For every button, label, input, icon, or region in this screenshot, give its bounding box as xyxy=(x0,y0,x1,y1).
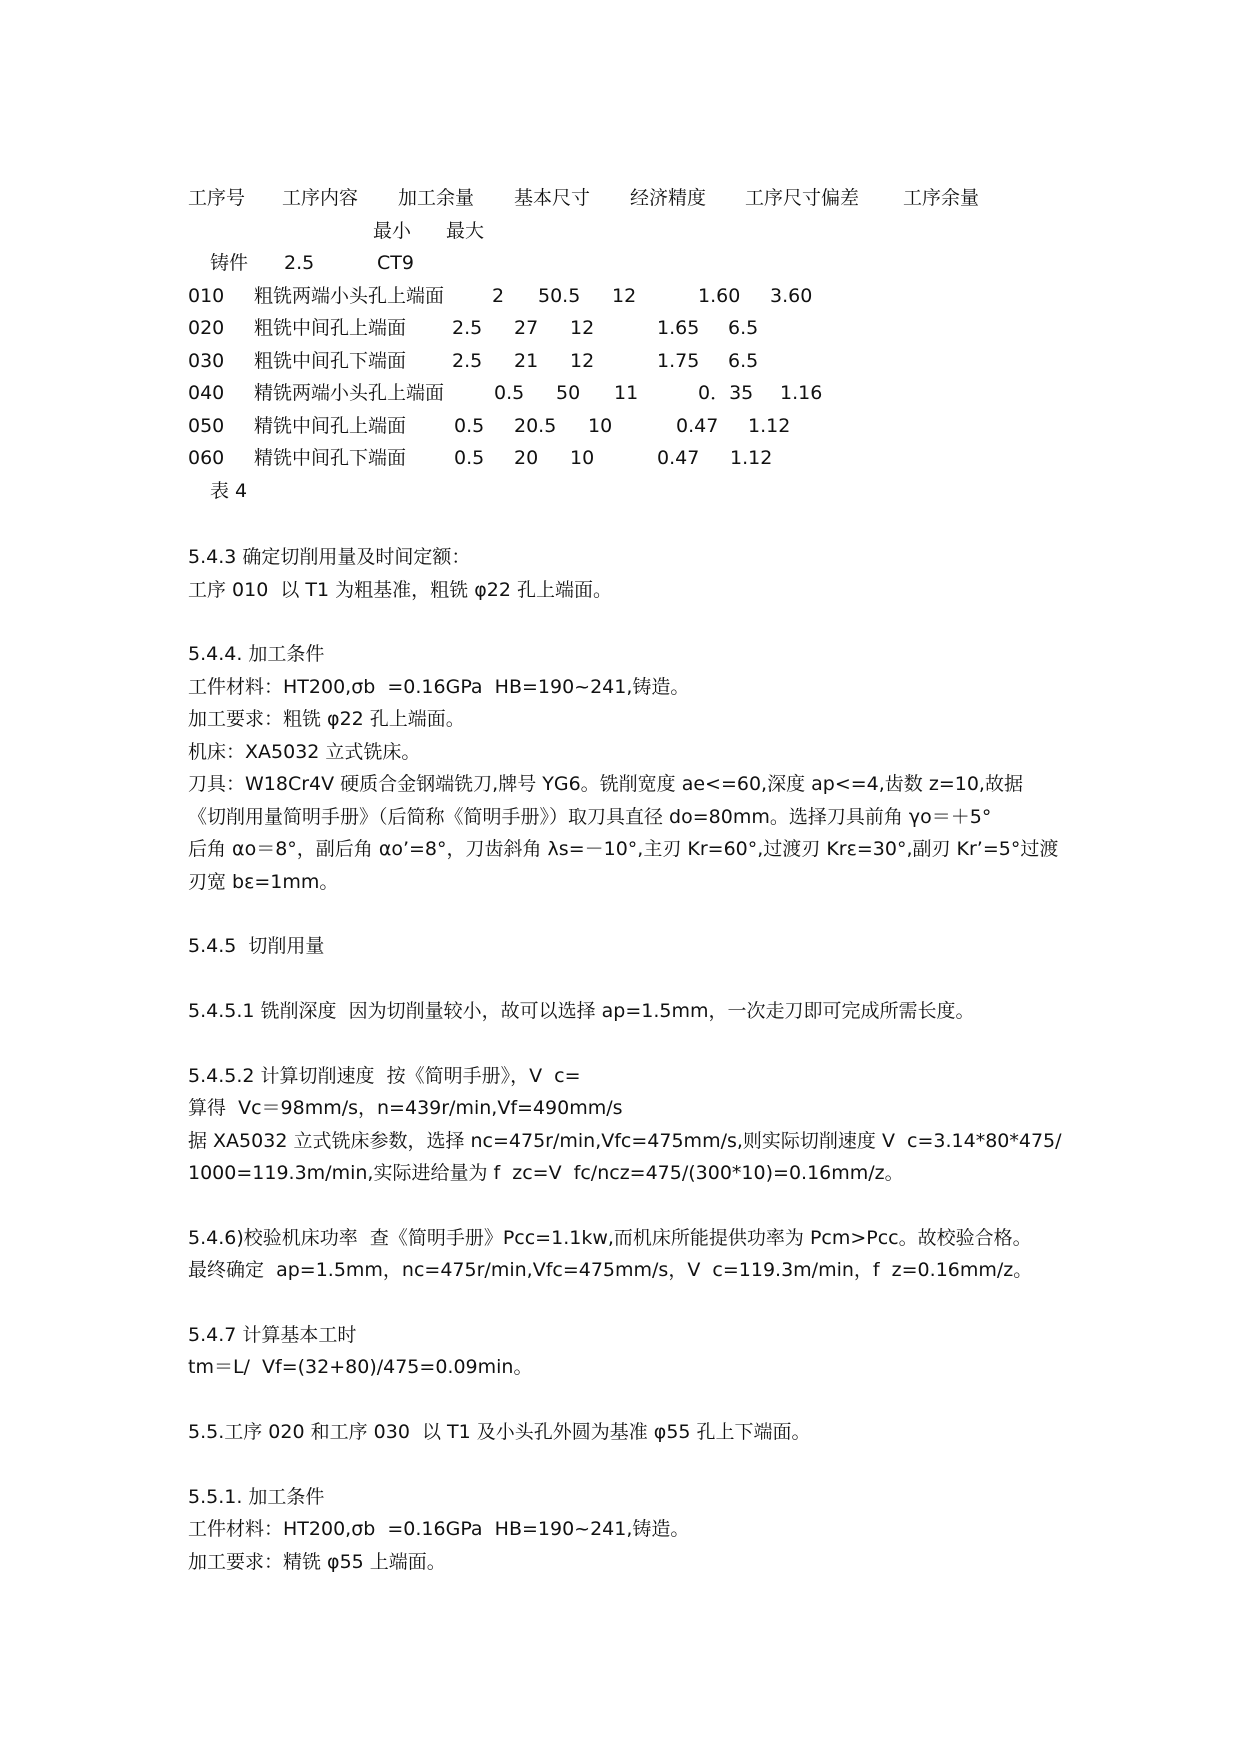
table-row-precision: 12 xyxy=(570,350,595,372)
paragraph-line: 工件材料：HT200,σb =0.16GPa HB=190~241,铸造。 xyxy=(188,1518,690,1540)
paragraph-line: 《切削用量简明手册》（后简称《简明手册》）取刀具直径 do=80mm。选择刀具前角 γo＝＋5° xyxy=(188,806,992,828)
table-header-size-deviation: 工序尺寸偏差 xyxy=(745,187,860,209)
table-header-precision: 经济精度 xyxy=(630,187,707,209)
table-header-step-allowance: 工序余量 xyxy=(903,187,980,209)
table-row-step: 060 xyxy=(188,447,225,469)
paragraph-line: 工件材料：HT200,σb =0.16GPa HB=190~241,铸造。 xyxy=(188,676,690,698)
section-heading-5-4-7: 5.4.7 计算基本工时 xyxy=(188,1324,357,1346)
table-row-allowance: 0.5 xyxy=(454,415,485,437)
paragraph-line: 刀具：W18Cr4V 硬质合金钢端铣刀,牌号 YG6。铣削宽度 ae<=60,深度 ap<=4,齿数 z=10,故据 xyxy=(188,773,1023,795)
table-row-step: 040 xyxy=(188,382,225,404)
table-casting-allowance: 2.5 xyxy=(284,252,315,274)
paragraph-line: 算得 Vc＝98mm/s，n=439r/min,Vf=490mm/s xyxy=(188,1097,623,1119)
table-row-content: 精铣两端小头孔上端面 xyxy=(254,382,445,404)
table-row-content: 粗铣中间孔下端面 xyxy=(254,350,407,372)
table-row-basic-size: 50.5 xyxy=(538,285,581,307)
paragraph-line: 据 XA5032 立式铣床参数，选择 nc=475r/min,Vfc=475mm/s,则实际切削速度 V c=3.14*80*475/ xyxy=(188,1130,1062,1152)
table-subheader-max: 最大 xyxy=(446,220,485,242)
table-row-step: 050 xyxy=(188,415,225,437)
table-row-allowance: 0.5 xyxy=(494,382,525,404)
table-row-step: 030 xyxy=(188,350,225,372)
table-caption: 表 4 xyxy=(210,480,248,502)
table-row-basic-size: 20.5 xyxy=(514,415,557,437)
table-row-min-allowance: 0．35 xyxy=(698,382,754,404)
table-header-step-no: 工序号 xyxy=(188,187,246,209)
paragraph-line: tm＝L/ Vf=(32+80)/475=0.09min。 xyxy=(188,1356,533,1378)
table-row-basic-size: 27 xyxy=(514,317,539,339)
table-row-precision: 10 xyxy=(570,447,595,469)
table-row-precision: 12 xyxy=(612,285,637,307)
paragraph-line: 5.4.6)校验机床功率 查《简明手册》Pcc=1.1kw,而机床所能提供功率为 Pcm>Pcc。故校验合格。 xyxy=(188,1227,1032,1249)
table-row-basic-size: 21 xyxy=(514,350,539,372)
section-heading-5-4-3: 5.4.3 确定切削用量及时间定额： xyxy=(188,546,471,568)
section-heading-5-4-4: 5.4.4. 加工条件 xyxy=(188,643,325,665)
paragraph-line: 刃宽 bε=1mm。 xyxy=(188,871,339,893)
table-row-precision: 12 xyxy=(570,317,595,339)
table-row-precision: 10 xyxy=(588,415,613,437)
paragraph-line: 机床：XA5032 立式铣床。 xyxy=(188,741,421,763)
table-row-max-allowance: 1.12 xyxy=(748,415,791,437)
paragraph-line: 工序 010 以 T1 为粗基准，粗铣 φ22 孔上端面。 xyxy=(188,579,612,601)
table-row-allowance: 2.5 xyxy=(452,350,483,372)
table-row-min-allowance: 0.47 xyxy=(676,415,719,437)
table-row-allowance: 2 xyxy=(492,285,505,307)
table-subheader-min: 最小 xyxy=(373,220,412,242)
table-row-step: 010 xyxy=(188,285,225,307)
section-heading-5-5-1: 5.5.1. 加工条件 xyxy=(188,1486,325,1508)
table-header-step-content: 工序内容 xyxy=(282,187,359,209)
table-row-allowance: 0.5 xyxy=(454,447,485,469)
paragraph-line: 加工要求：粗铣 φ22 孔上端面。 xyxy=(188,708,465,730)
table-row-min-allowance: 0.47 xyxy=(657,447,700,469)
paragraph-line: 5.4.5.2 计算切削速度 按《简明手册》，V c= xyxy=(188,1065,581,1087)
paragraph-line: 后角 αo＝8°，副后角 αo’=8°，刀齿斜角 λs=－10°,主刃 Kr=60°,过渡刃 Krε=30°,副刃 Kr’=5°过渡 xyxy=(188,838,1059,860)
table-header-allowance: 加工余量 xyxy=(398,187,475,209)
table-row-min-allowance: 1.65 xyxy=(657,317,700,339)
table-row-max-allowance: 3.60 xyxy=(770,285,813,307)
paragraph-line: 1000=119.3m/min,实际进给量为 f zc=V fc/ncz=475/(300*10)=0.16mm/z。 xyxy=(188,1162,904,1184)
table-casting-grade: CT9 xyxy=(377,252,414,274)
table-row-max-allowance: 1.16 xyxy=(780,382,823,404)
table-row-precision: 11 xyxy=(614,382,639,404)
paragraph-line: 5.4.5.1 铣削深度 因为切削量较小，故可以选择 ap=1.5mm，一次走刀即可完成所需长度。 xyxy=(188,1000,975,1022)
table-row-max-allowance: 1.12 xyxy=(730,447,773,469)
table-row-content: 粗铣两端小头孔上端面 xyxy=(254,285,445,307)
table-row-min-allowance: 1.60 xyxy=(698,285,741,307)
table-row-allowance: 2.5 xyxy=(452,317,483,339)
table-row-basic-size: 50 xyxy=(556,382,581,404)
table-row-content: 精铣中间孔下端面 xyxy=(254,447,407,469)
table-row-basic-size: 20 xyxy=(514,447,539,469)
table-row-max-allowance: 6.5 xyxy=(728,350,759,372)
table-row-min-allowance: 1.75 xyxy=(657,350,700,372)
paragraph-line: 最终确定 ap=1.5mm，nc=475r/min,Vfc=475mm/s，V c=119.3m/min，f z=0.16mm/z。 xyxy=(188,1259,1033,1281)
section-heading-5-5: 5.5.工序 020 和工序 030 以 T1 及小头孔外圆为基准 φ55 孔上下端面。 xyxy=(188,1421,811,1443)
table-row-content: 粗铣中间孔上端面 xyxy=(254,317,407,339)
section-heading-5-4-5: 5.4.5 切削用量 xyxy=(188,935,325,957)
table-header-basic-size: 基本尺寸 xyxy=(514,187,591,209)
table-row-content: 精铣中间孔上端面 xyxy=(254,415,407,437)
table-row-max-allowance: 6.5 xyxy=(728,317,759,339)
paragraph-line: 加工要求：精铣 φ55 上端面。 xyxy=(188,1551,446,1573)
table-row-step: 020 xyxy=(188,317,225,339)
table-casting-label: 铸件 xyxy=(210,252,249,274)
